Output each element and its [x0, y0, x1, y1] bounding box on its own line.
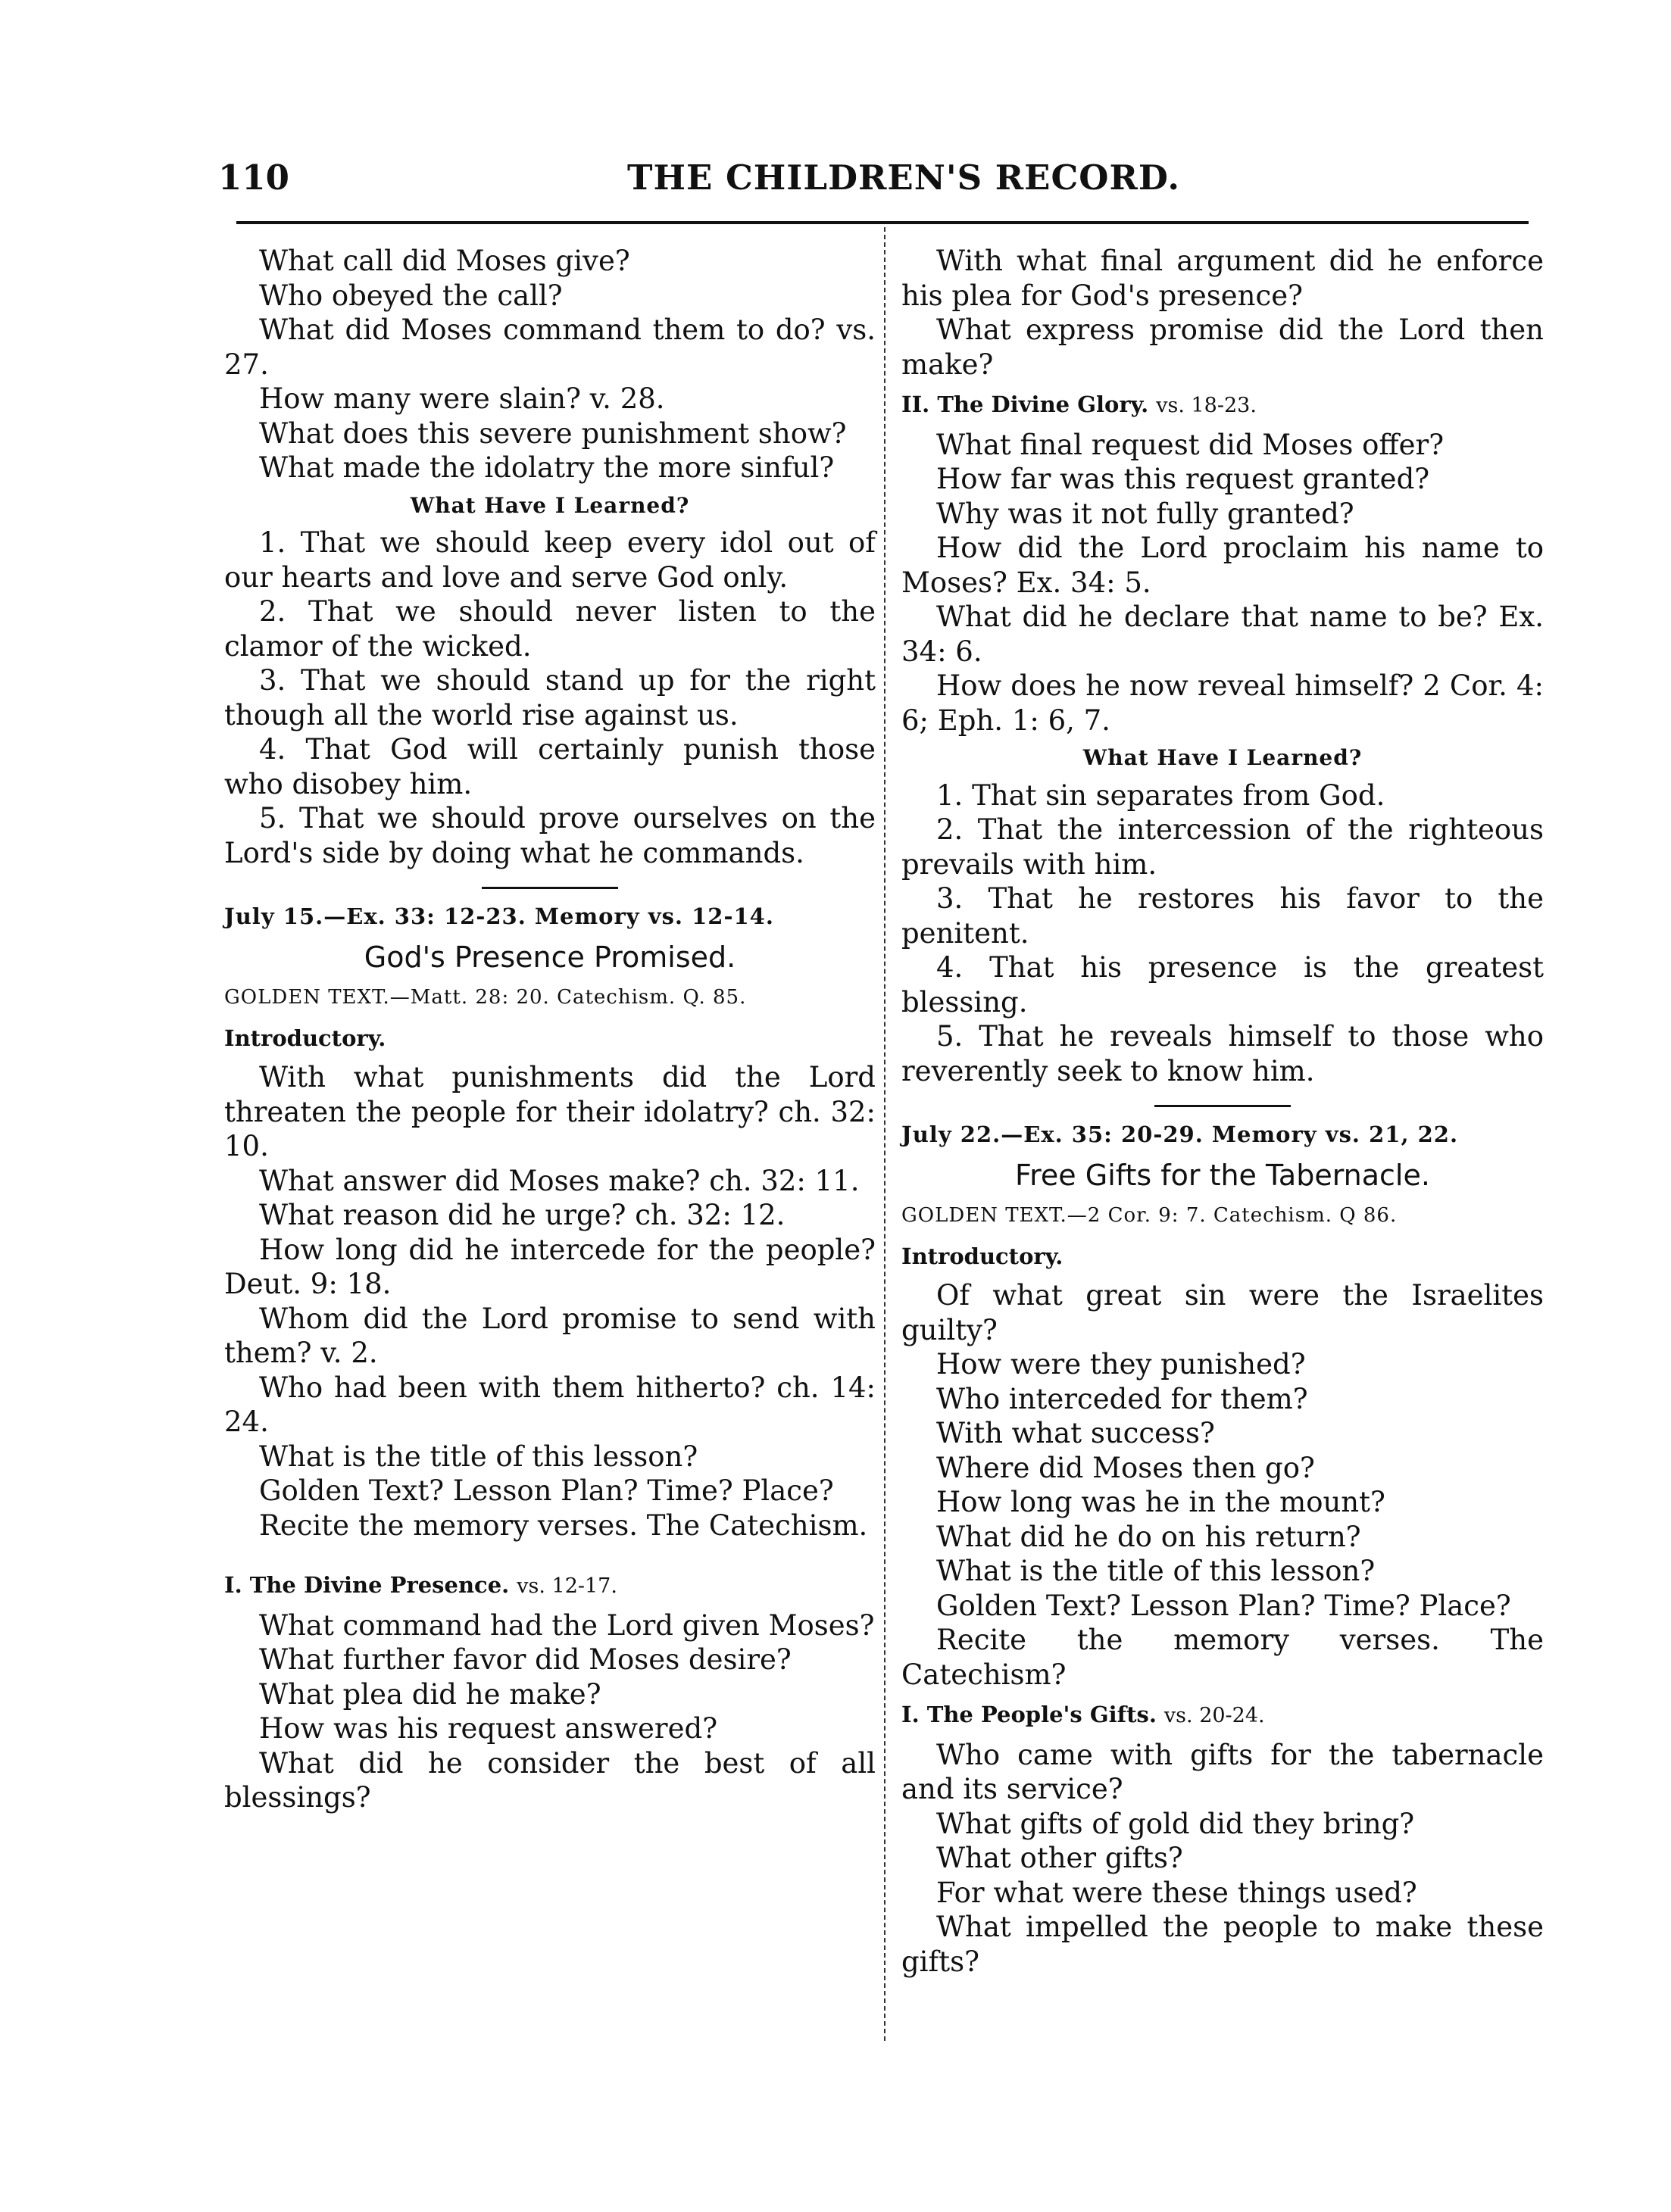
left-column — [224, 244, 876, 1815]
question: What command had the Lord given Moses? — [259, 1608, 875, 1642]
lesson-title: God's Presence Promised. — [364, 940, 736, 974]
section-verses: vs. 12-17. — [517, 1574, 617, 1598]
learned-item: 5. That he reveals himself to those who reverently seek to know him. — [901, 1020, 1544, 1087]
question: What made the idolatry the more sinful? — [259, 451, 835, 484]
question: What is the title of this lesson? — [259, 1440, 698, 1473]
learned-item: 1. That sin separates from God. — [936, 778, 1385, 812]
learned-item: 5. That we should prove ourselves on the Lord's side by doing what he commands. — [224, 802, 876, 869]
question: What impelled the people to make these gifts? — [901, 1911, 1544, 1978]
question: Recite the memory verses. The Catechism. — [259, 1508, 868, 1542]
question: Who interceded for them? — [936, 1382, 1308, 1415]
section-title: I. The People's Gifts. — [901, 1702, 1157, 1727]
right-column — [901, 244, 1544, 1979]
question: What call did Moses give? — [259, 245, 630, 277]
question: What plea did he make? — [259, 1677, 601, 1711]
column-divider — [884, 227, 885, 2041]
intro-heading: Introductory. — [224, 1025, 386, 1051]
question: Recite the memory verses. The Catechism? — [901, 1624, 1544, 1691]
question: With what success? — [936, 1417, 1215, 1449]
section-title: I. The Divine Presence. — [224, 1572, 510, 1598]
question: What is the title of this lesson? — [936, 1555, 1376, 1587]
question: Who came with gifts for the tabernacle and its service? — [901, 1738, 1544, 1805]
section-heading — [224, 1568, 876, 1604]
question: What does this severe punishment show? — [259, 417, 847, 450]
question: What did he consider the best of all blessings? — [224, 1746, 876, 1814]
question: How was his request answered? — [259, 1712, 718, 1745]
section-divider — [482, 887, 618, 889]
question: How were they punished? — [936, 1348, 1306, 1381]
learned-item: 4. That his presence is the greatest blessing. — [901, 951, 1544, 1019]
learned-item: 3. That he restores his favor to the penitent. — [901, 882, 1544, 950]
question: What other gifts? — [936, 1842, 1183, 1874]
header-rule — [236, 221, 1529, 224]
page-header — [218, 158, 1529, 203]
learned-item: 2. That we should never listen to the clamor of the wicked. — [224, 595, 876, 663]
question: What gifts of gold did they bring? — [936, 1807, 1415, 1840]
question: How long did he intercede for the people? Deut. 9: 18. — [224, 1233, 876, 1300]
question: What final request did Moses offer? — [936, 428, 1445, 461]
golden-text: GOLDEN TEXT.—2 Cor. 9: 7. Catechism. Q 86. — [901, 1204, 1398, 1227]
question: With what punishments did the Lord threaten the people for their idolatry? ch. 32: 10. — [224, 1061, 876, 1162]
question: What further favor did Moses desire? — [259, 1643, 792, 1676]
question: What reason did he urge? ch. 32: 12. — [259, 1199, 786, 1231]
lesson-reference: July 15.—Ex. 33: 12-23. Memory vs. 12-14. — [224, 903, 774, 929]
section-divider — [1154, 1105, 1291, 1107]
question: What did Moses command them to do? vs. 27. — [224, 314, 876, 381]
running-title: THE CHILDREN'S RECORD. — [627, 158, 1180, 198]
question: How does he now reveal himself? 2 Cor. 4: 6; Eph. 1: 6, 7. — [901, 669, 1544, 737]
question: Why was it not fully granted? — [936, 497, 1354, 530]
question: Who had been with them hitherto? ch. 14: 24. — [224, 1371, 876, 1438]
golden-text: GOLDEN TEXT.—Matt. 28: 20. Catechism. Q. 85. — [224, 986, 747, 1009]
lesson-title: Free Gifts for the Tabernacle. — [1015, 1158, 1430, 1192]
question: Golden Text? Lesson Plan? Time? Place? — [259, 1474, 834, 1507]
question: For what were these things used? — [936, 1876, 1417, 1909]
question: Golden Text? Lesson Plan? Time? Place? — [936, 1589, 1511, 1622]
question: Whom did the Lord promise to send with them? v. 2. — [224, 1302, 876, 1369]
learned-item: 4. That God will certainly punish those who disobey him. — [224, 733, 876, 800]
question: How long was he in the mount? — [936, 1486, 1385, 1518]
intro-heading: Introductory. — [901, 1243, 1064, 1269]
section-title: II. The Divine Glory. — [901, 392, 1149, 417]
section-heading — [901, 388, 1544, 423]
question: What express promise did the Lord then make? — [901, 314, 1544, 381]
question: What did he do on his return? — [936, 1520, 1361, 1553]
page-number: 110 — [218, 158, 289, 198]
question: How many were slain? v. 28. — [259, 382, 665, 415]
lesson-reference: July 22.—Ex. 35: 20-29. Memory vs. 21, 22. — [901, 1122, 1459, 1147]
learned-item: 1. That we should keep every idol out of our hearts and love and serve God only. — [224, 526, 876, 594]
section-heading — [901, 1698, 1544, 1733]
question: How did the Lord proclaim his name to Moses? Ex. 34: 5. — [901, 532, 1544, 599]
learned-heading: What Have I Learned? — [1082, 745, 1363, 770]
question: With what final argument did he enforce his plea for God's presence? — [901, 245, 1544, 312]
question: Of what great sin were the Israelites guilty? — [901, 1279, 1544, 1346]
question: Who obeyed the call? — [259, 279, 563, 312]
question: What did he declare that name to be? Ex. 34: 6. — [901, 601, 1544, 668]
learned-item: 3. That we should stand up for the right though all the world rise against us. — [224, 664, 876, 732]
section-verses: vs. 20-24. — [1163, 1704, 1265, 1727]
question: What answer did Moses make? ch. 32: 11. — [259, 1164, 860, 1197]
question: Where did Moses then go? — [936, 1451, 1315, 1484]
question: How far was this request granted? — [936, 463, 1430, 495]
learned-heading: What Have I Learned? — [410, 492, 690, 518]
learned-item: 2. That the intercession of the righteous prevails with him. — [901, 813, 1544, 881]
section-verses: vs. 18-23. — [1156, 394, 1257, 417]
